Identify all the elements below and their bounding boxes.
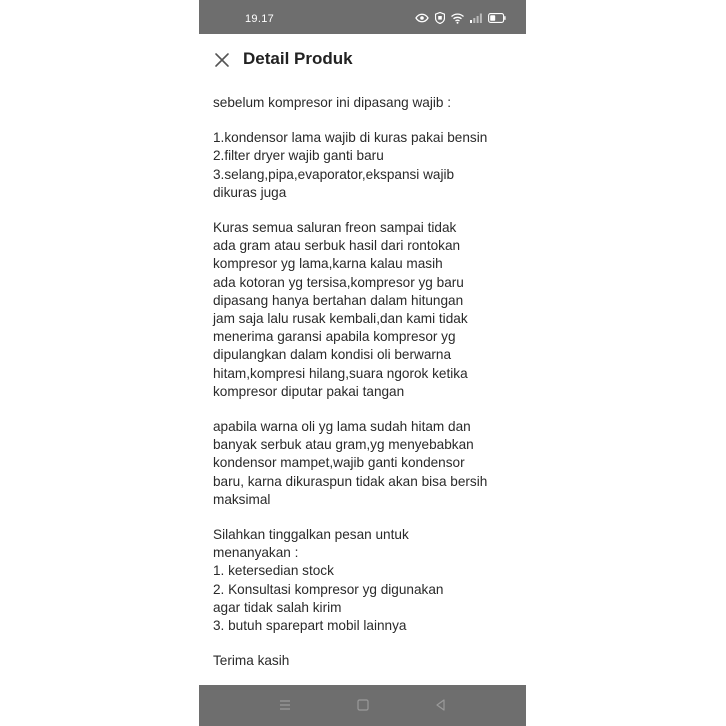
- description-line: 2. Konsultasi kompresor yg digunakan: [213, 581, 444, 597]
- description-line: 3. butuh sparepart mobil lainnya: [213, 618, 407, 634]
- signal-icon: [470, 13, 482, 23]
- description-line: baru, karna dikuraspun tidak akan bisa bersih: [213, 473, 488, 489]
- nfc-icon: [415, 12, 429, 24]
- status-time: 19.17: [245, 13, 275, 25]
- description-line: dikuras juga: [213, 184, 287, 200]
- description-line: kondensor mampet,wajib ganti kondensor: [213, 455, 465, 471]
- description-line: Kuras semua saluran freon sampai tidak: [213, 220, 457, 236]
- product-detail-sheet: [199, 34, 526, 685]
- description-line: ada kotoran yg tersisa,kompresor yg baru: [213, 274, 464, 290]
- description-line: agar tidak salah kirim: [213, 599, 342, 615]
- description-line: hitam,kompresi hilang,suara ngorok ketika: [213, 365, 468, 381]
- description-line: apabila warna oli yg lama sudah hitam dan: [213, 419, 471, 435]
- menu-button[interactable]: [277, 697, 293, 713]
- phone-screen: [199, 0, 526, 726]
- description-line: dipasang hanya bertahan dalam hitungan: [213, 292, 464, 308]
- description-line: 3.selang,pipa,evaporator,ekspansi wajib: [213, 166, 455, 182]
- vpn-shield-icon: [435, 12, 445, 24]
- description-closing: Terima kasih: [213, 653, 290, 669]
- description-line: menerima garansi apabila kompresor yg: [213, 329, 456, 345]
- home-button[interactable]: [355, 697, 371, 713]
- description-line: menanyakan :: [213, 545, 299, 561]
- back-triangle-icon: [433, 697, 449, 713]
- description-line: banyak serbuk atau gram,yg menyebabkan: [213, 437, 474, 453]
- description-line: ada gram atau serbuk hasil dari rontokan: [213, 238, 461, 254]
- wifi-icon: [451, 13, 464, 24]
- description-line: jam saja lalu rusak kembali,dan kami tidak: [213, 311, 468, 327]
- sheet-header: [199, 34, 526, 84]
- home-square-icon: [355, 697, 371, 713]
- page-title: Detail Produk: [243, 49, 353, 68]
- description-line: maksimal: [213, 491, 271, 507]
- description-line: 1. ketersedian stock: [213, 563, 334, 579]
- menu-icon: [277, 697, 293, 713]
- description-line: dipulangkan dalam kondisi oli berwarna: [213, 347, 452, 363]
- description-line: kompresor diputar pakai tangan: [213, 383, 405, 399]
- description-intro: sebelum kompresor ini dipasang wajib :: [213, 95, 452, 110]
- product-description: [213, 94, 518, 670]
- description-line: kompresor yg lama,karna kalau masih: [213, 256, 443, 272]
- navigation-bar: [199, 685, 526, 726]
- description-line: 1.kondensor lama wajib di kuras pakai bensin: [213, 130, 488, 146]
- description-line: 2.filter dryer wajib ganti baru: [213, 148, 384, 164]
- battery-icon: [488, 13, 506, 23]
- status-icons: [415, 11, 506, 25]
- close-icon: [212, 50, 232, 70]
- close-button[interactable]: [212, 50, 232, 70]
- back-button[interactable]: [433, 697, 449, 713]
- description-line: Silahkan tinggalkan pesan untuk: [213, 527, 409, 543]
- status-bar: [199, 0, 526, 34]
